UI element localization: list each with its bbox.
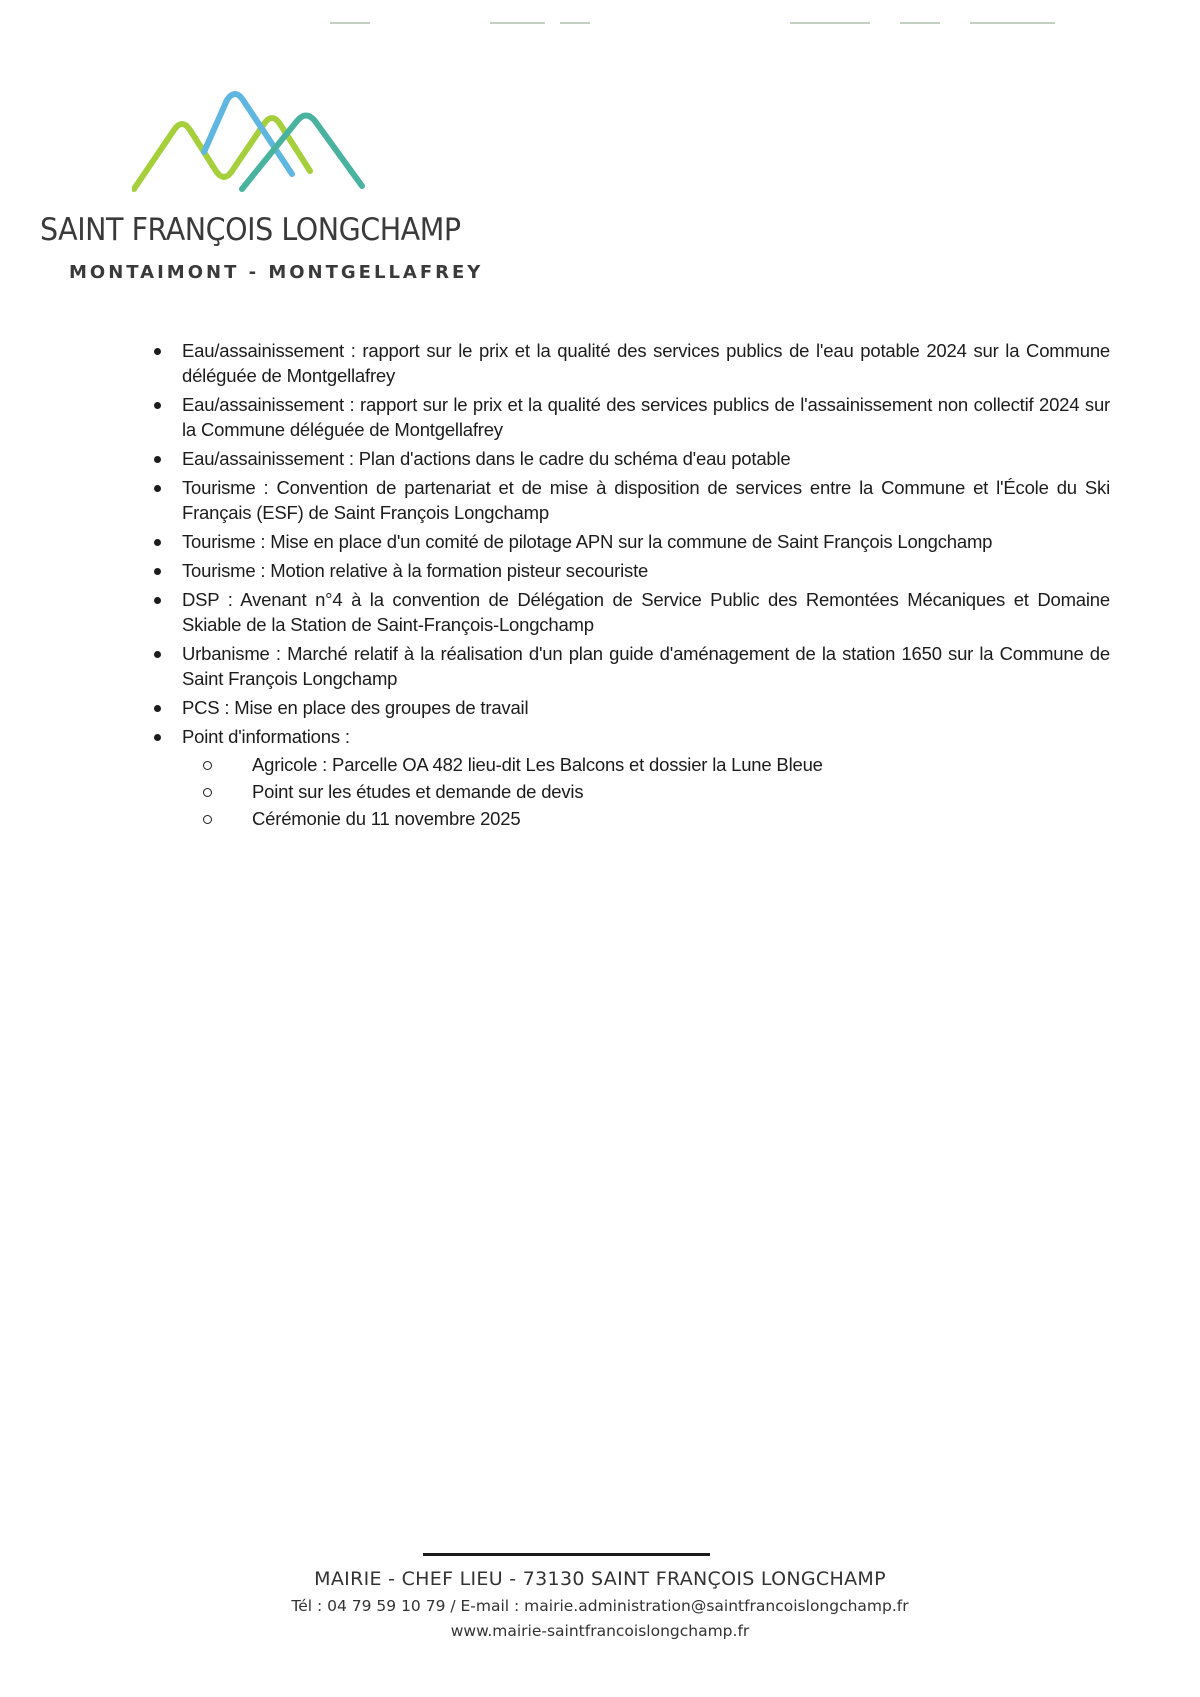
logo-blue-peak xyxy=(204,94,292,174)
list-item: Eau/assainissement : Plan d'actions dans le cadre du schéma d'eau potable xyxy=(150,446,1110,471)
sub-list-item: Point sur les études et demande de devis xyxy=(182,779,1110,804)
list-item: PCS : Mise en place des groupes de travail xyxy=(150,695,1110,720)
logo-green-peak xyxy=(134,118,310,189)
scan-artifact-marks xyxy=(150,18,1130,26)
mountains-logo-icon xyxy=(132,86,422,196)
municipal-logo xyxy=(40,86,500,286)
list-item: Eau/assainissement : rapport sur le prix et la qualité des services publics de l'eau potable 2024 sur la Commune déléguée de Montgellafrey xyxy=(150,338,1110,388)
footer-address: MAIRIE - CHEF LIEU - 73130 SAINT FRANÇOIS LONGCHAMP xyxy=(314,1568,886,1590)
list-item: Tourisme : Convention de partenariat et de mise à disposition de services entre la Commune et l'École du Ski Français (ESF) de Saint François Longchamp xyxy=(150,475,1110,525)
list-item: Tourisme : Motion relative à la formation pisteur secouriste xyxy=(150,558,1110,583)
list-item: Tourisme : Mise en place d'un comité de pilotage APN sur la commune de Saint François Longchamp xyxy=(150,529,1110,554)
sub-list xyxy=(182,752,1110,831)
footer-website-link[interactable]: www.mairie-saintfrancoislongchamp.fr xyxy=(450,1622,750,1640)
list-item-label: Point d'informations : xyxy=(182,726,350,747)
footer-contact: Tél : 04 79 59 10 79 / E-mail : mairie.administration@saintfrancoislongchamp.fr xyxy=(291,1597,909,1615)
list-item-informations xyxy=(150,724,1110,831)
agenda-list xyxy=(150,338,1110,835)
brand-subtitle: MONTAIMONT - MONTGELLAFREY xyxy=(69,262,484,283)
footer-divider xyxy=(423,1553,710,1556)
list-item: Eau/assainissement : rapport sur le prix et la qualité des services publics de l'assainissement non collectif 2024 sur la Commune déléguée de Montgellafrey xyxy=(150,392,1110,442)
list-item: DSP : Avenant n°4 à la convention de Délégation de Service Public des Remontées Mécaniques et Domaine Skiable de la Station de Saint-François-Longchamp xyxy=(150,587,1110,637)
list-item: Urbanisme : Marché relatif à la réalisation d'un plan guide d'aménagement de la station 1650 sur la Commune de Saint François Longchamp xyxy=(150,641,1110,691)
brand-title: SAINT FRANÇOIS LONGCHAMP xyxy=(40,212,461,248)
sub-list-item: Cérémonie du 11 novembre 2025 xyxy=(182,806,1110,831)
sub-list-item: Agricole : Parcelle OA 482 lieu-dit Les Balcons et dossier la Lune Bleue xyxy=(182,752,1110,777)
